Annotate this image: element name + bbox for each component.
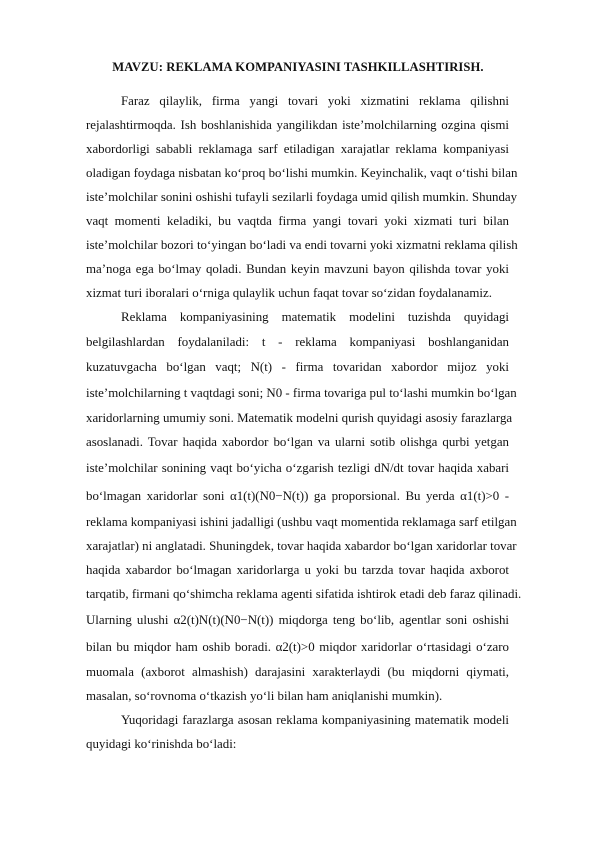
paragraph-line: iste’molchilar sonini oshishi tufayli sezilarli foydaga umid qilish mumkin. Shunday: [86, 190, 518, 204]
paragraph-line: xaridorlarning umumiy soni. Matematik modelni qurish quyidagi asosiy farazlarga: [86, 411, 513, 425]
paragraph-line: Reklama kompaniyasining matematik modelini tuzishda quyidagi: [121, 310, 509, 324]
paragraph-line: muomala (axborot almashish) darajasini xarakterlaydi (bu miqdorni qiymati,: [86, 665, 509, 679]
paragraph-line: tarqatib, firmani qo‘shimcha reklama agenti sifatida ishtirok etadi deb faraz qilinadi.: [86, 587, 522, 601]
paragraph-line: reklama kompaniyasi ishini jadalligi (ushbu vaqt momentida reklamaga sarf etilgan: [86, 515, 517, 529]
paragraph-line: xizmat turi iboralari o‘rniga qulaylik uchun faqat tovar so‘zidan foydalanamiz.: [86, 286, 492, 300]
paragraph-line: Yuqoridagi farazlarga asosan reklama kompaniyasining matematik modeli: [121, 713, 509, 727]
paragraph-line: iste’molchilar sonining vaqt bo‘yicha o‘zgarish tezligi dN/dt tovar haqida xabari: [86, 461, 509, 475]
paragraph-line: bo‘lmagan xaridorlar soni α1(t)(N0−N(t)) ga proporsional. Bu yerda α1(t)>0 -: [86, 489, 509, 503]
paragraph-line: haqida xabardor bo‘lmagan xaridorlarga u yoki bu tarzda tovar haqida axborot: [86, 563, 509, 577]
paragraph-line: rejalashtirmoqda. Ish boshlanishida yangilikdan iste’molchilarning ozgina qismi: [86, 118, 509, 132]
paragraph-line: oladigan foydaga nisbatan ko‘proq bo‘lishi mumkin. Keyinchalik, vaqt o‘tishi bilan: [86, 166, 518, 180]
paragraph-line: iste’molchilar bozori to‘yingan bo‘ladi va endi tovarni yoki xizmatni reklama qilish: [86, 238, 518, 252]
paragraph-line: xabordorligi sababli reklamaga sarf etiladigan xarajatlar reklama kompaniyasi: [86, 142, 509, 156]
paragraph-line: masalan, so‘rovnoma o‘tkazish yo‘li bilan ham aniqlanishi mumkin).: [86, 689, 443, 703]
paragraph-line: xarajatlar) ni anglatadi. Shuningdek, tovar haqida xabardor bo‘lgan xaridorlar tovar: [86, 539, 517, 553]
paragraph-line: iste’molchilarning t vaqtdagi soni; N0 - firma tovariga pul to‘lashi mumkin bo‘lgan: [86, 386, 517, 400]
paragraph-line: bilan bu miqdor ham oshib boradi. α2(t)>0 miqdor xaridorlar o‘rtasidagi o‘zaro: [86, 640, 509, 654]
paragraph-line: ma’noga ega bo‘lmay qoladi. Bundan keyin mavzuni bayon qilishda tovar yoki: [86, 262, 509, 276]
document-title: MAVZU: REKLAMA KOMPANIYASINI TASHKILLASHTIRISH.: [112, 60, 484, 74]
paragraph-line: belgilashlardan foydalaniladi: t - reklama kompaniyasi boshlanganidan: [86, 335, 509, 349]
paragraph-line: Ularning ulushi α2(t)N(t)(N0−N(t)) miqdorga teng bo‘lib, agentlar soni oshishi: [86, 613, 509, 627]
paragraph-line: asoslanadi. Tovar haqida xabordor bo‘lgan va ularni sotib olishga qurbi yetgan: [86, 435, 509, 449]
paragraph-line: kuzatuvgacha bo‘lgan vaqt; N(t) - firma tovaridan xabordor mijoz yoki: [86, 360, 509, 374]
paragraph-line: Faraz qilaylik, firma yangi tovari yoki xizmatini reklama qilishni: [121, 94, 509, 108]
paragraph-line: vaqt momenti keladiki, bu vaqtda firma yangi tovari yoki xizmati turi bilan: [86, 214, 509, 228]
paragraph-line: quyidagi ko‘rinishda bo‘ladi:: [86, 737, 237, 751]
